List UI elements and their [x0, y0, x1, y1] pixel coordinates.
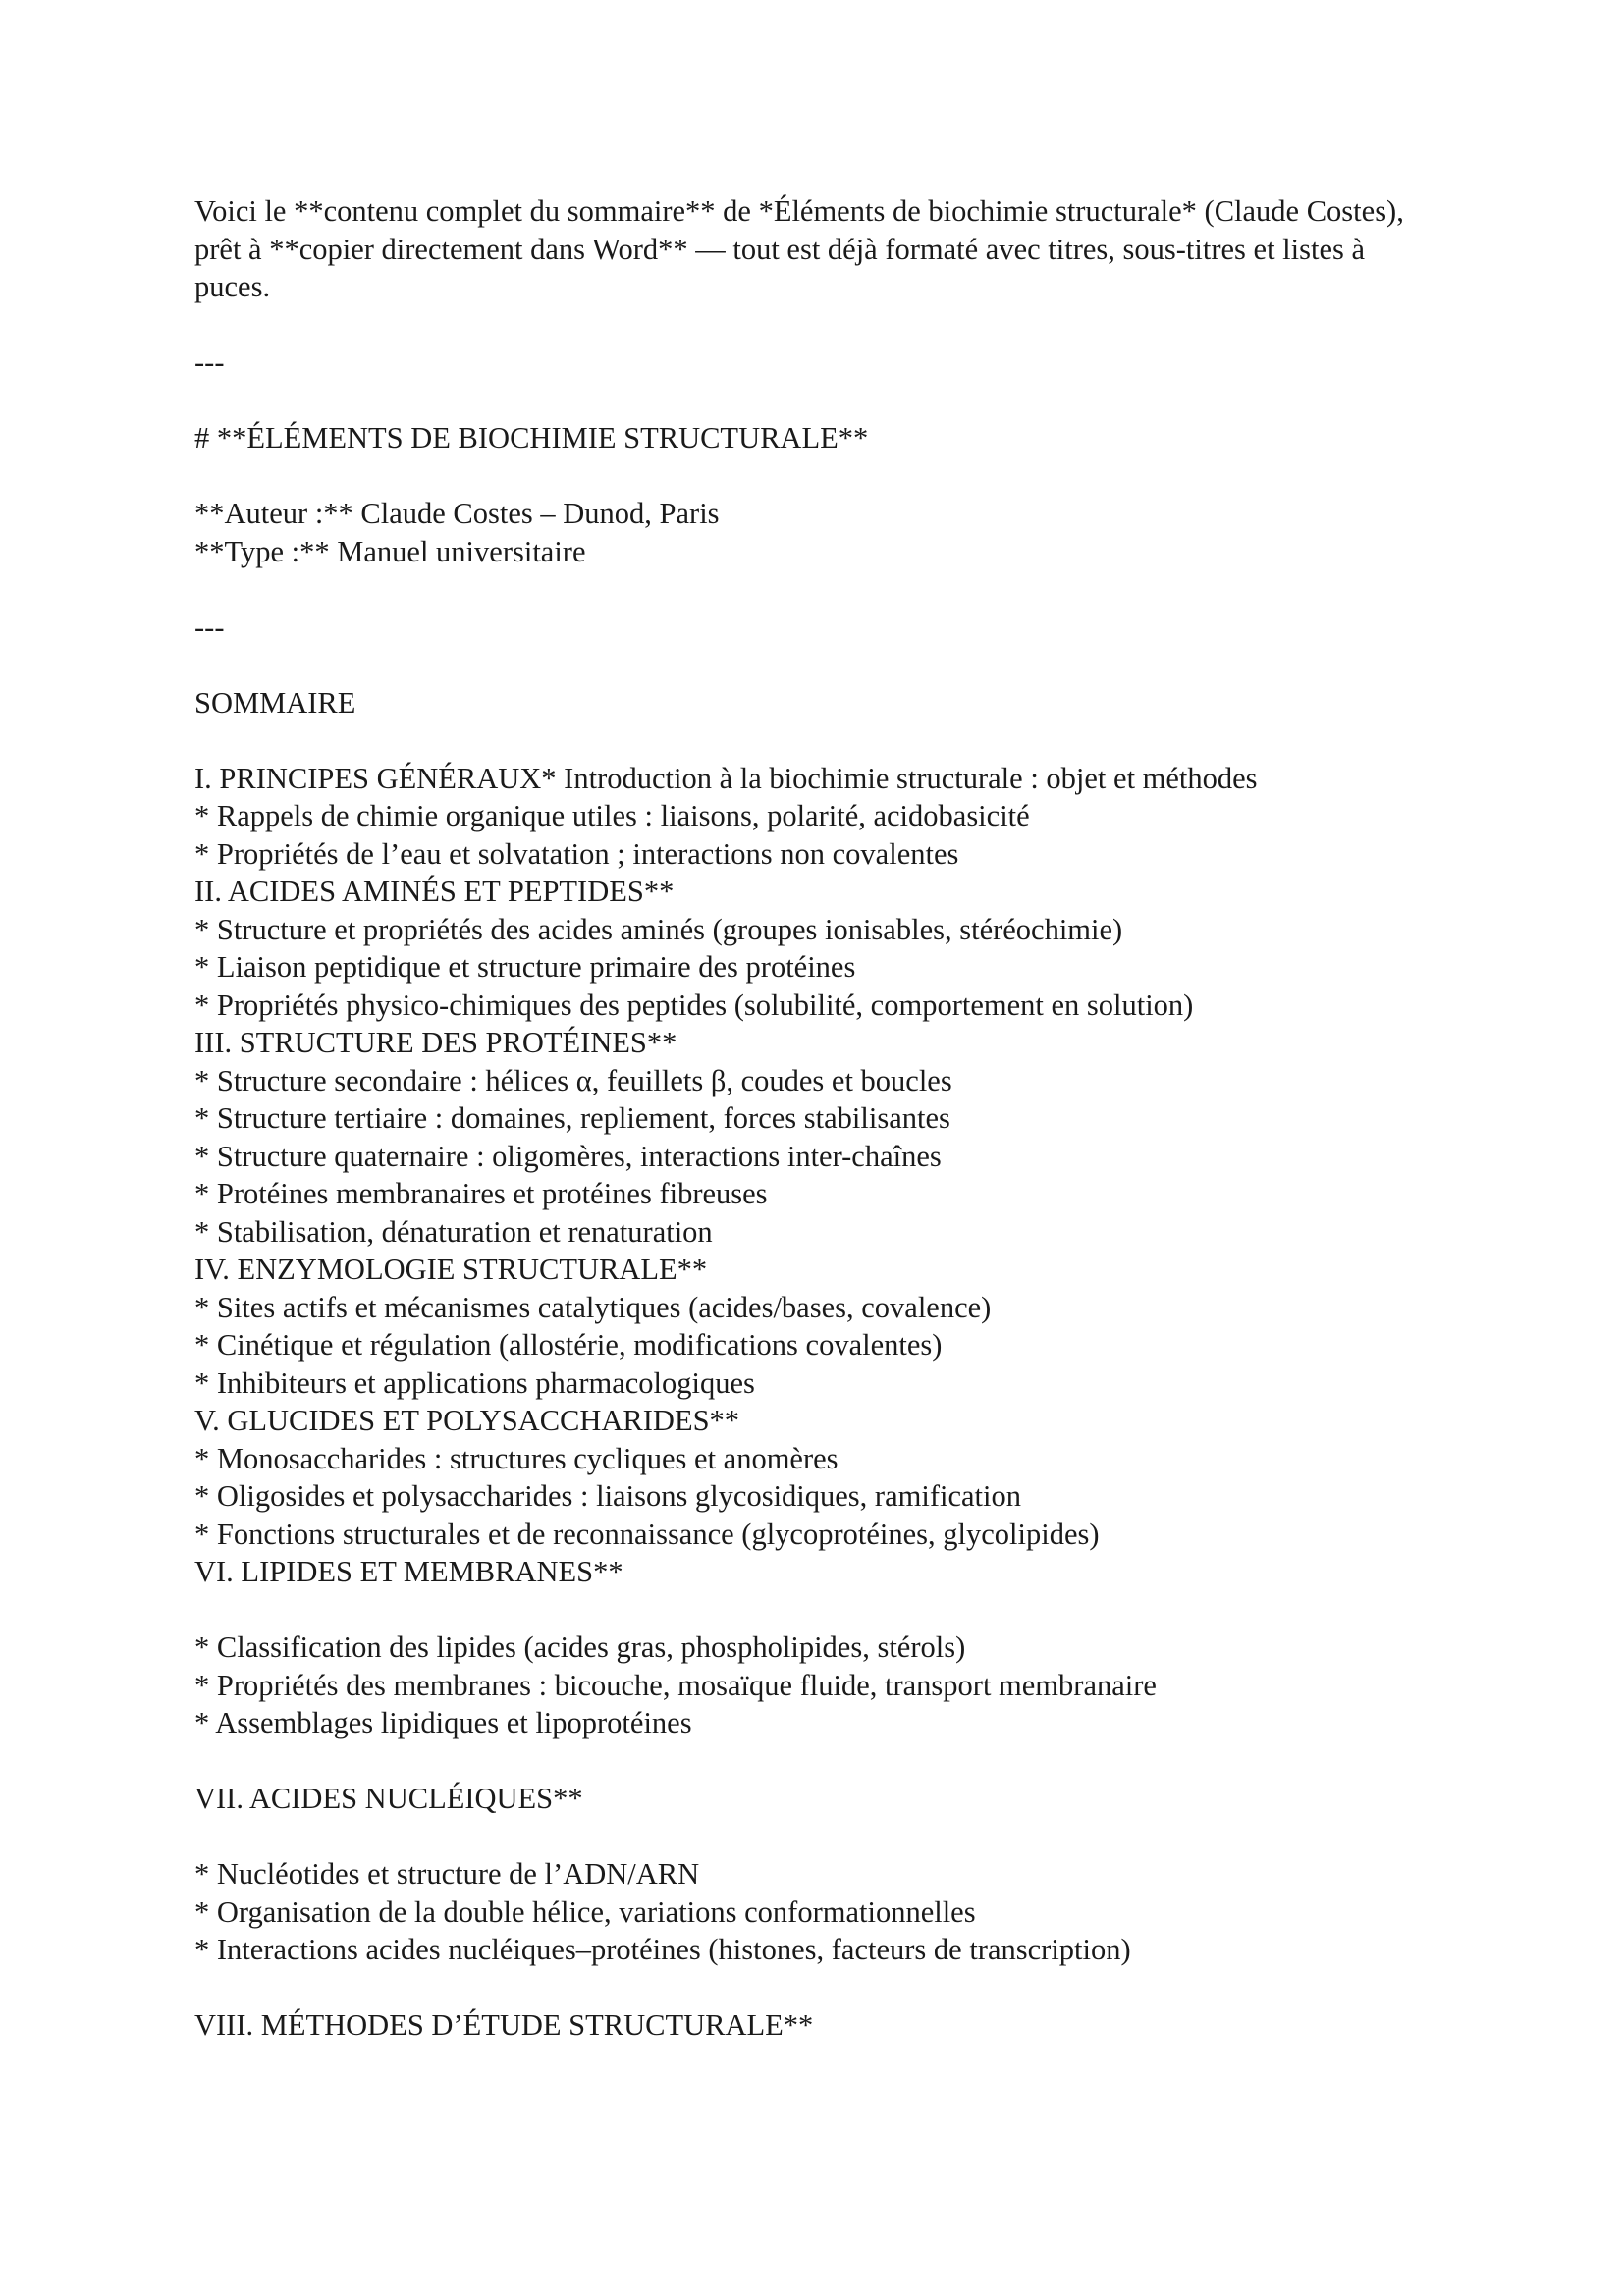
section-title: VIII. MÉTHODES D’ÉTUDE STRUCTURALE** [194, 2008, 814, 2042]
blank-line [194, 1969, 1441, 2007]
list-item: * Inhibiteurs et applications pharmacologiques [194, 1365, 755, 1400]
list-item: * Liaison peptidique et structure primaire des protéines [194, 950, 856, 984]
type-line: **Type :** Manuel universitaire [194, 534, 586, 568]
list-item: * Rappels de chimie organique utiles : liaisons, polarité, acidobasicité [194, 799, 1030, 832]
blank-line [194, 457, 1441, 496]
list-item: * Classification des lipides (acides gras, phospholipides, stérols) [194, 1630, 966, 1664]
blank-line [194, 646, 1441, 684]
blank-line [194, 570, 1441, 609]
section-title: VI. LIPIDES ET MEMBRANES** [194, 1555, 623, 1588]
list-item: * Propriétés de l’eau et solvatation ; interactions non covalentes [194, 836, 959, 871]
blank-line [194, 1742, 1441, 1781]
list-item: * Protéines membranaires et protéines fibreuses [194, 1177, 768, 1210]
list-item: * Monosaccharides : structures cycliques et anomères [194, 1441, 839, 1475]
author-line: **Auteur :** Claude Costes – Dunod, Paris [194, 497, 720, 530]
separator: --- [194, 346, 225, 379]
list-item: * Interactions acides nucléiques–protéines (histones, facteurs de transcription) [194, 1933, 1131, 1966]
intro-paragraph: Voici le **contenu complet du sommaire** de *Éléments de biochimie structurale* (Claude Costes), prêt à **copier directement dans Word** — tout est déjà formaté avec titres, sous-titres et listes à puces. [194, 194, 1404, 303]
blank-line [194, 382, 1441, 420]
list-item: * Sites actifs et mécanismes catalytiques (acides/bases, covalence) [194, 1290, 992, 1324]
book-title: # **ÉLÉMENTS DE BIOCHIMIE STRUCTURALE** [194, 421, 869, 454]
list-item: * Structure tertiaire : domaines, repliement, forces stabilisantes [194, 1101, 950, 1135]
list-item: * Structure quaternaire : oligomères, interactions inter-chaînes [194, 1139, 942, 1173]
list-item: * Structure et propriétés des acides aminés (groupes ionisables, stéréochimie) [194, 912, 1123, 946]
sommaire-heading: SOMMAIRE [194, 685, 356, 720]
list-item: * Cinétique et régulation (allostérie, modifications covalentes) [194, 1328, 943, 1362]
document-page [194, 192, 1441, 2045]
list-item: * Oligosides et polysaccharides : liaisons glycosidiques, ramification [194, 1479, 1021, 1513]
list-item: * Propriétés physico-chimiques des peptides (solubilité, comportement en solution) [194, 988, 1194, 1022]
list-item: * Propriétés des membranes : bicouche, mosaïque fluide, transport membranaire [194, 1668, 1157, 1702]
separator: --- [194, 610, 225, 644]
blank-line [194, 306, 1441, 345]
list-item: * Stabilisation, dénaturation et renaturation [194, 1214, 713, 1249]
list-item: * Assemblages lipidiques et lipoprotéines [194, 1706, 692, 1739]
section-title: I. PRINCIPES GÉNÉRAUX* Introduction à la biochimie structurale : objet et méthodes [194, 761, 1258, 795]
blank-line [194, 1818, 1441, 1856]
list-item: * Structure secondaire : hélices α, feuillets β, coudes et boucles [194, 1063, 952, 1097]
list-item: * Organisation de la double hélice, variations conformationnelles [194, 1895, 976, 1929]
blank-line [194, 721, 1441, 760]
blank-line [194, 1591, 1441, 1629]
list-item: * Fonctions structurales et de reconnaissance (glycoprotéines, glycolipides) [194, 1517, 1100, 1551]
section-title: VII. ACIDES NUCLÉIQUES** [194, 1782, 583, 1815]
section-title: V. GLUCIDES ET POLYSACCHARIDES** [194, 1404, 740, 1437]
list-item: * Nucléotides et structure de l’ADN/ARN [194, 1857, 700, 1891]
section-title: IV. ENZYMOLOGIE STRUCTURALE** [194, 1253, 708, 1286]
section-title: III. STRUCTURE DES PROTÉINES** [194, 1026, 677, 1059]
section-title: II. ACIDES AMINÉS ET PEPTIDES** [194, 875, 675, 908]
